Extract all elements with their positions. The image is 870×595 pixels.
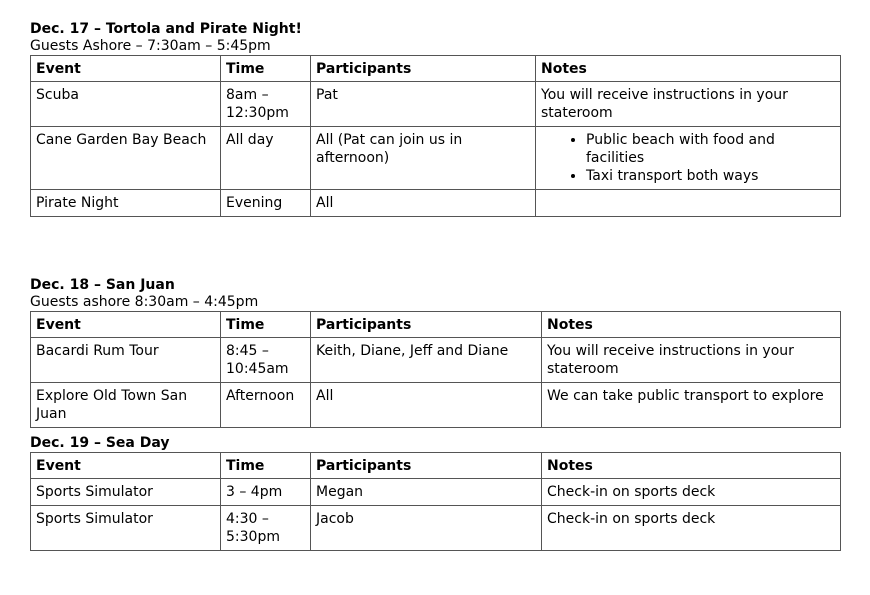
event-cell: Scuba bbox=[31, 82, 221, 127]
day-section-dec-18 bbox=[30, 277, 840, 428]
header-participants: Participants bbox=[311, 312, 542, 338]
notes-cell: Check-in on sports deck bbox=[542, 506, 841, 551]
participants-cell: All (Pat can join us in afternoon) bbox=[311, 127, 536, 190]
table-header-row bbox=[31, 453, 841, 479]
notes-cell bbox=[536, 190, 841, 217]
table-row bbox=[31, 383, 841, 428]
schedule-table bbox=[30, 55, 841, 217]
participants-cell: Keith, Diane, Jeff and Diane bbox=[311, 338, 542, 383]
notes-bullet-item: • Taxi transport both ways bbox=[586, 167, 835, 185]
header-notes: Notes bbox=[542, 312, 841, 338]
header-event: Event bbox=[31, 56, 221, 82]
schedule-table bbox=[30, 311, 841, 428]
event-cell: Cane Garden Bay Beach bbox=[31, 127, 221, 190]
event-cell: Sports Simulator bbox=[31, 479, 221, 506]
time-cell: Afternoon bbox=[221, 383, 311, 428]
table-row bbox=[31, 127, 841, 190]
schedule-table bbox=[30, 452, 841, 551]
day-section-dec-17 bbox=[30, 21, 840, 217]
notes-bullet-item: • Public beach with food and facilities bbox=[586, 131, 835, 167]
header-participants: Participants bbox=[311, 453, 542, 479]
time-cell: 8am – 12:30pm bbox=[221, 82, 311, 127]
table-row bbox=[31, 82, 841, 127]
time-cell: 3 – 4pm bbox=[221, 479, 311, 506]
time-cell: 4:30 – 5:30pm bbox=[221, 506, 311, 551]
header-event: Event bbox=[31, 453, 221, 479]
notes-cell: We can take public transport to explore bbox=[542, 383, 841, 428]
participants-cell: Pat bbox=[311, 82, 536, 127]
event-cell: Explore Old Town San Juan bbox=[31, 383, 221, 428]
ashore-hours: Guests Ashore – 7:30am – 5:45pm bbox=[30, 38, 271, 54]
day-section-dec-19 bbox=[30, 435, 840, 551]
event-cell: Bacardi Rum Tour bbox=[31, 338, 221, 383]
table-row bbox=[31, 338, 841, 383]
participants-cell: All bbox=[311, 190, 536, 217]
table-row bbox=[31, 506, 841, 551]
day-title: Dec. 17 – Tortola and Pirate Night! bbox=[30, 21, 302, 37]
day-title: Dec. 19 – Sea Day bbox=[30, 435, 170, 451]
time-cell: 8:45 – 10:45am bbox=[221, 338, 311, 383]
header-time: Time bbox=[221, 453, 311, 479]
participants-cell: All bbox=[311, 383, 542, 428]
notes-cell: You will receive instructions in your stateroom bbox=[536, 82, 841, 127]
header-notes: Notes bbox=[542, 453, 841, 479]
notes-cell: Check-in on sports deck bbox=[542, 479, 841, 506]
table-header-row bbox=[31, 312, 841, 338]
table-row bbox=[31, 479, 841, 506]
table-header-row bbox=[31, 56, 841, 82]
day-title: Dec. 18 – San Juan bbox=[30, 277, 175, 293]
header-event: Event bbox=[31, 312, 221, 338]
time-cell: Evening bbox=[221, 190, 311, 217]
notes-bullet-list bbox=[541, 131, 835, 185]
event-cell: Sports Simulator bbox=[31, 506, 221, 551]
header-time: Time bbox=[221, 56, 311, 82]
notes-cell bbox=[536, 127, 841, 190]
header-participants: Participants bbox=[311, 56, 536, 82]
participants-cell: Megan bbox=[311, 479, 542, 506]
time-cell: All day bbox=[221, 127, 311, 190]
event-cell: Pirate Night bbox=[31, 190, 221, 217]
participants-cell: Jacob bbox=[311, 506, 542, 551]
notes-cell: You will receive instructions in your stateroom bbox=[542, 338, 841, 383]
table-row bbox=[31, 190, 841, 217]
header-notes: Notes bbox=[536, 56, 841, 82]
ashore-hours: Guests ashore 8:30am – 4:45pm bbox=[30, 294, 259, 310]
header-time: Time bbox=[221, 312, 311, 338]
